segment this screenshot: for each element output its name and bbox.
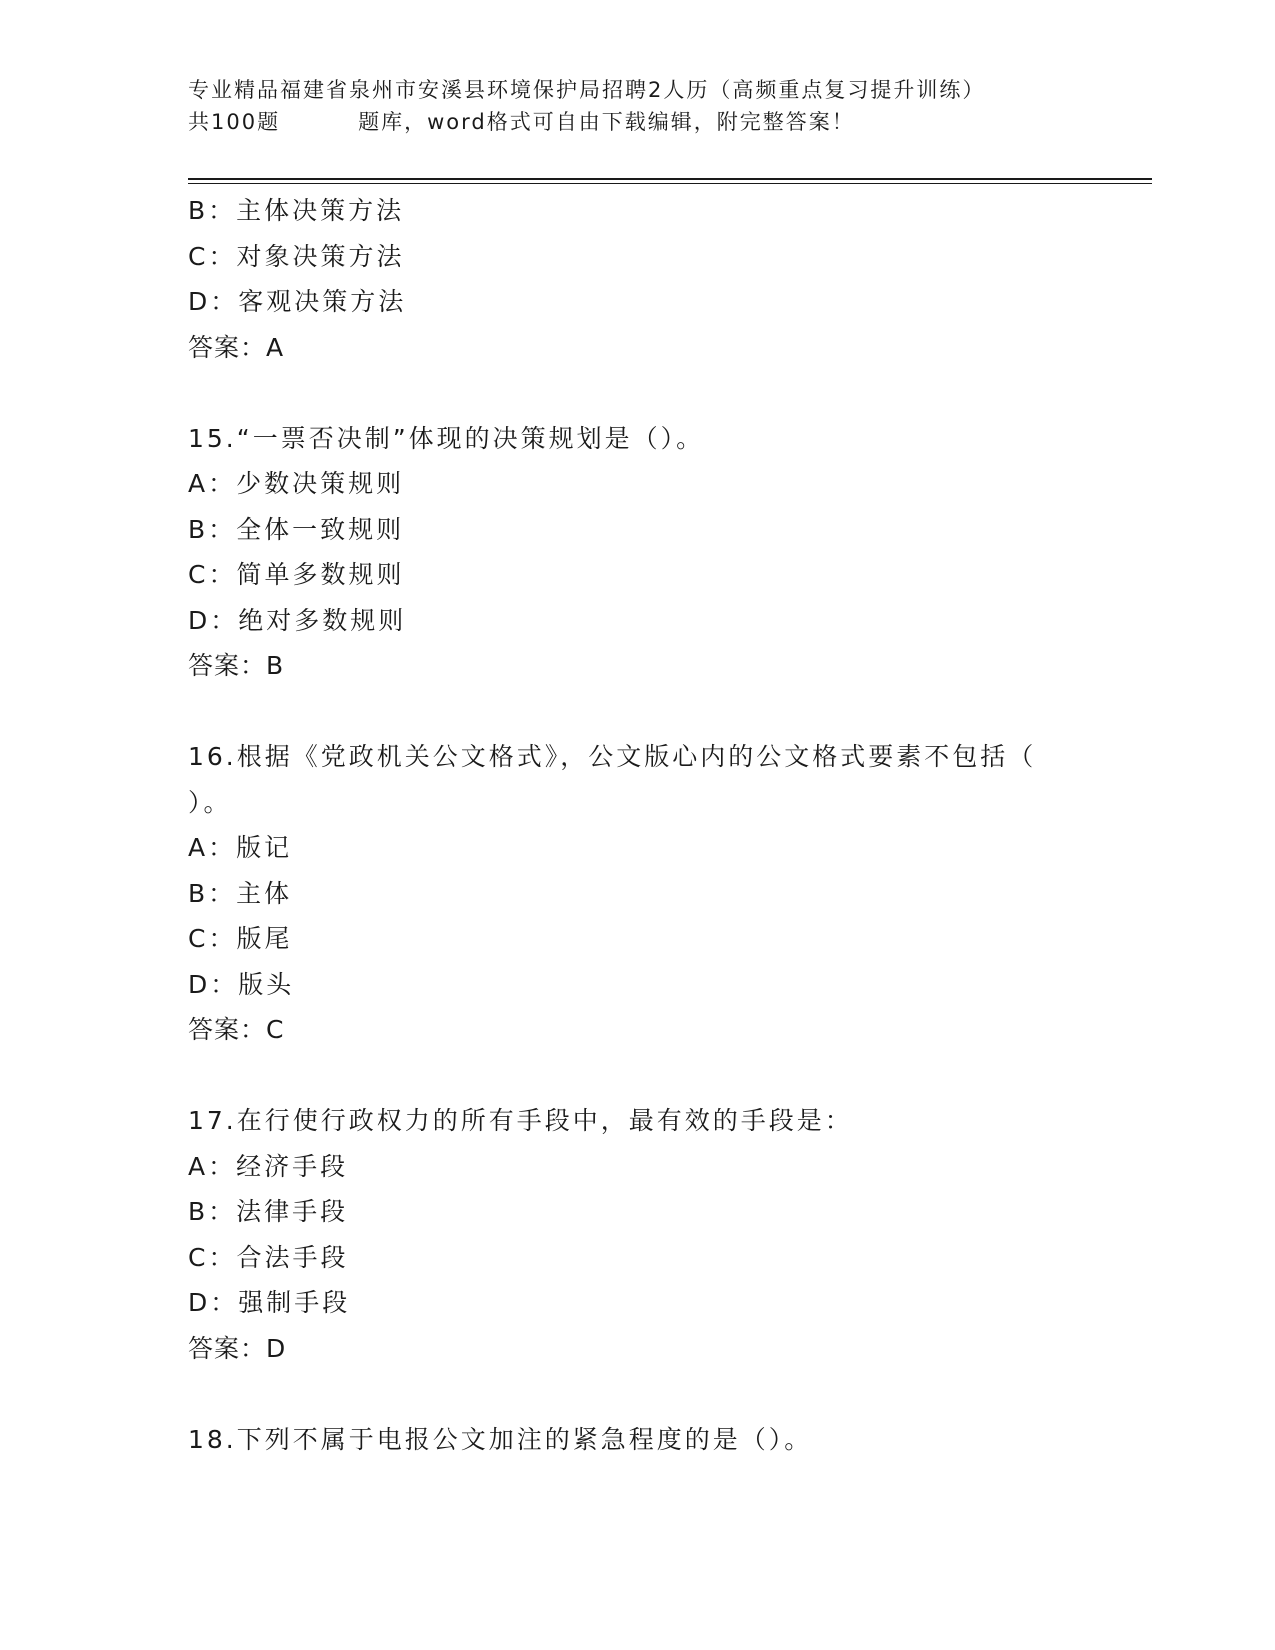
answer-text: 答案：A	[188, 332, 285, 362]
question-text-line2: ）。	[188, 787, 232, 817]
option-c: C：简单多数规则	[188, 560, 405, 589]
header-title-line2	[188, 106, 1088, 138]
question-block-17	[188, 1098, 1088, 1371]
question-block-16	[188, 734, 1088, 1053]
question-text: 15.“一票否决制”体现的决策规划是（）。	[188, 423, 705, 453]
header-divider-thin	[188, 183, 1152, 184]
option-a: A：经济手段	[188, 1151, 349, 1181]
option-b: B：全体一致规则	[188, 514, 405, 544]
question-block-14	[188, 188, 1088, 370]
header-divider-thick	[188, 178, 1152, 180]
answer-text: 答案：C	[188, 1015, 285, 1044]
option-a: A：版记	[188, 833, 293, 862]
document-body	[188, 188, 1088, 1462]
option-b: B：主体	[188, 878, 293, 908]
question-block-18	[188, 1417, 1088, 1463]
option-d: D：强制手段	[188, 1288, 351, 1317]
question-text: 17.在行使行政权力的所有手段中，最有效的手段是：	[188, 1106, 853, 1135]
question-block-15	[188, 416, 1088, 689]
header-description: 题库，word格式可自由下载编辑，附完整答案！	[358, 110, 855, 134]
option-b: B：主体决策方法	[188, 196, 405, 225]
option-b: B：法律手段	[188, 1197, 349, 1226]
document-header	[188, 74, 1088, 138]
option-c: C：合法手段	[188, 1242, 349, 1272]
option-d: D：客观决策方法	[188, 287, 407, 316]
header-title-line1: 专业精品福建省泉州市安溪县环境保护局招聘2人历（高频重点复习提升训练）	[188, 78, 986, 102]
question-text-line1: 16.根据《党政机关公文格式》，公文版心内的公文格式要素不包括（	[188, 742, 1037, 771]
option-d: D：绝对多数规则	[188, 605, 407, 635]
option-a: A：少数决策规则	[188, 469, 405, 498]
header-count: 共100题	[188, 110, 281, 134]
option-c: C：版尾	[188, 924, 293, 953]
option-d: D：版头	[188, 969, 295, 999]
question-text: 18.下列不属于电报公文加注的紧急程度的是（）。	[188, 1424, 813, 1454]
answer-text: 答案：B	[188, 651, 285, 680]
option-c: C：对象决策方法	[188, 241, 405, 271]
answer-text: 答案：D	[188, 1333, 287, 1363]
